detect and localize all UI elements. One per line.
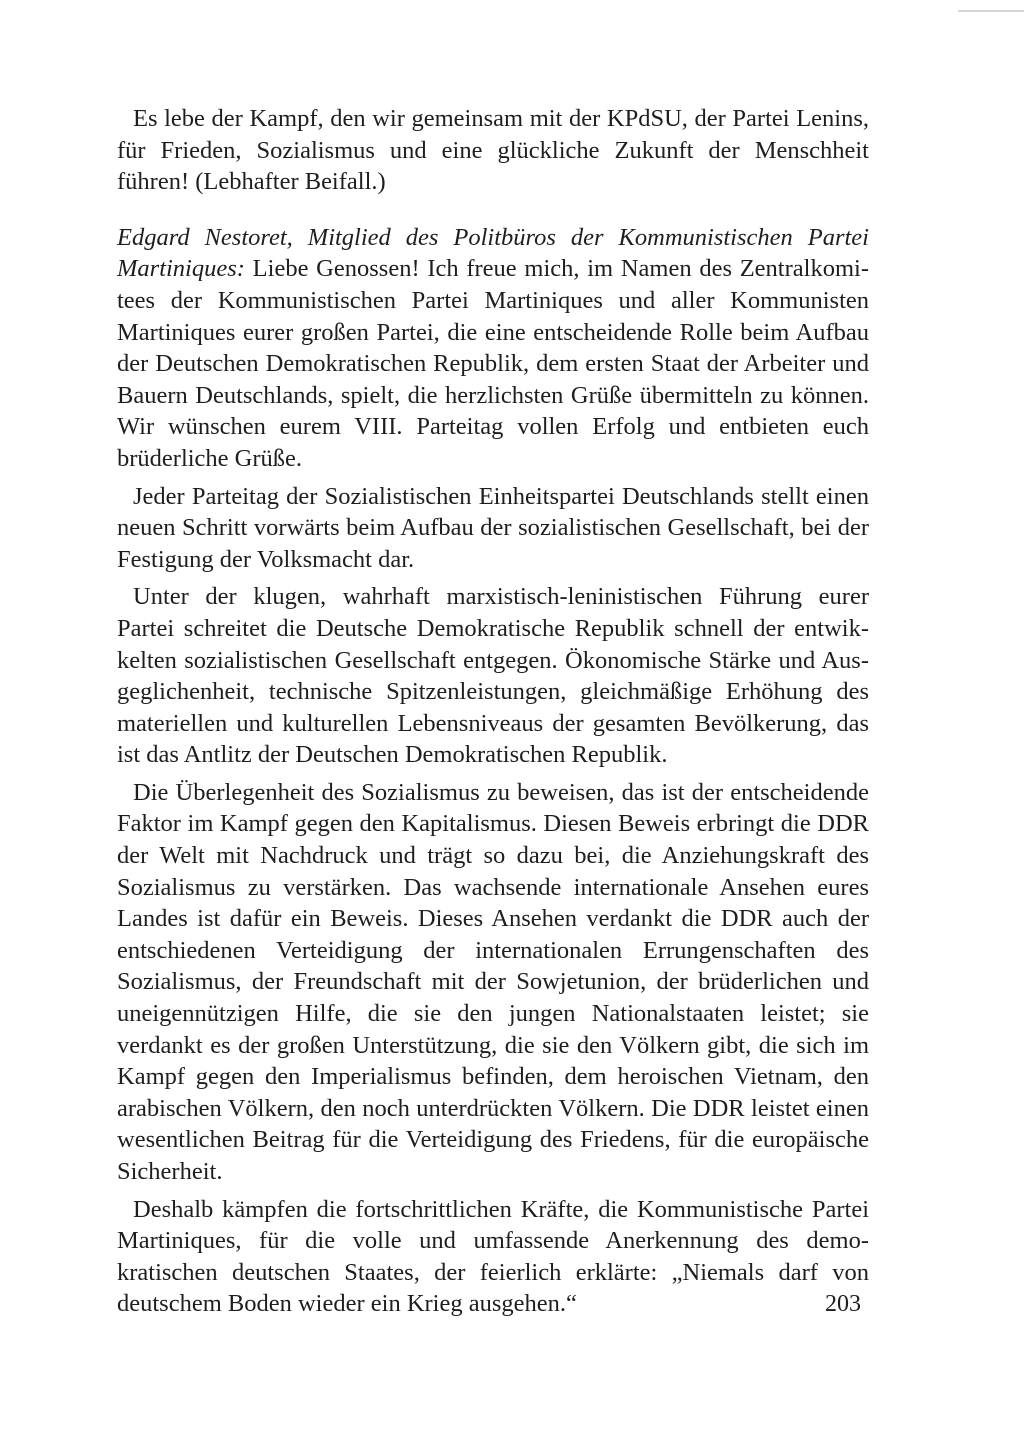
edge-rule [958,10,1024,12]
speaker-name: Edgard Nestoret, Mitglied des Politbüros der Kommunistischen Partei Martiniques: [117,223,869,283]
paragraph-party-congress: Jeder Parteitag der Sozialistischen Einheitspartei Deutschlands stellt einen neuen Schritt vorwärts beim Aufbau der sozialistischen Gesellschaft, bei der Festigung der Volksmacht dar. [117,482,869,573]
paragraph-speech-opening [117,222,869,475]
paragraph-superiority: Die Überlegenheit des Sozialismus zu beweisen, das ist der entscheidende Faktor im Kampf gegen den Kapitalismus. Diesen Beweis erbringt die DDR der Welt mit Nachdruck und trägt so dazu bei, die Anziehungskraft des Sozialismus zu verstärken. Das wachsende internationale Ansehen eures Landes ist dafür ein Beweis. Dieses Ansehen verdankt die DDR auch der entschiedenen Verteidigung der internationalen Errungenschaften des Sozialismus, der Freundschaft mit der Sowjetunion, der brüderlichen und uneigennützigen Hilfe, die sie den jungen Nationalstaaten leistet; sie verdankt es der großen Unterstützung, die sie den Völkern gibt, die sich im Kampf gegen den Imperialismus befinden, dem heroischen Vietnam, den arabischen Völkern, den noch unterdrückten Völkern. Die DDR leistet einen wesentlichen Beitrag für die Verteidigung des Friedens, für die europäische Sicherheit. [117,778,869,1185]
paragraph-leadership: Unter der klugen, wahrhaft marxistisch-leninistischen Führung eurer Partei schreitet die Deutsche Demokratische Republik schnell der entwikkelten sozialistischen Gesellschaft entgegen. Ökonomische Stärke und Ausgeglichenheit, technische Spitzenleistungen, gleichmäßige Erhöhung des materiellen und kulturellen Lebensniveaus der gesamten Bevölkerung, das ist das Antlitz der Deutschen Demokratischen Republik. [117,583,869,769]
page-number: 203 [825,1291,861,1317]
speech-text: Liebe Genossen! Ich freue mich, im Namen des Zentralkomitees der Kommunistischen Partei Martiniques und aller Kommunisten Martiniques eurer großen Partei, die eine entscheidende Rolle beim Aufbau der Deutschen Demokratischen Republik, dem ersten Staat der Arbeiter und Bauern Deutschlands, spielt, die herzlichsten Grüße übermitteln zu können. Wir wünschen eurem VIII. Parteitag vollen Erfolg und entbieten euch brüderliche Grüße. [117,255,869,472]
paragraph-recognition: Deshalb kämpfen die fortschrittlichen Kräfte, die Kommunistische Partei Martiniques, für die volle und umfassende Anerkennung des demokratischen deutschen Staates, der feierlich erklärte: „Niemals darf von deutschem Boden wieder ein Krieg ausgehen.“ [117,1195,869,1318]
page-body [117,103,869,1320]
paragraph-closing-remarks: Es lebe der Kampf, den wir gemeinsam mit der KPdSU, der Partei Lenins, für Frieden, Sozialismus und eine glückliche Zukunft der Menschheit führen! (Lebhafter Beifall.) [117,105,869,196]
